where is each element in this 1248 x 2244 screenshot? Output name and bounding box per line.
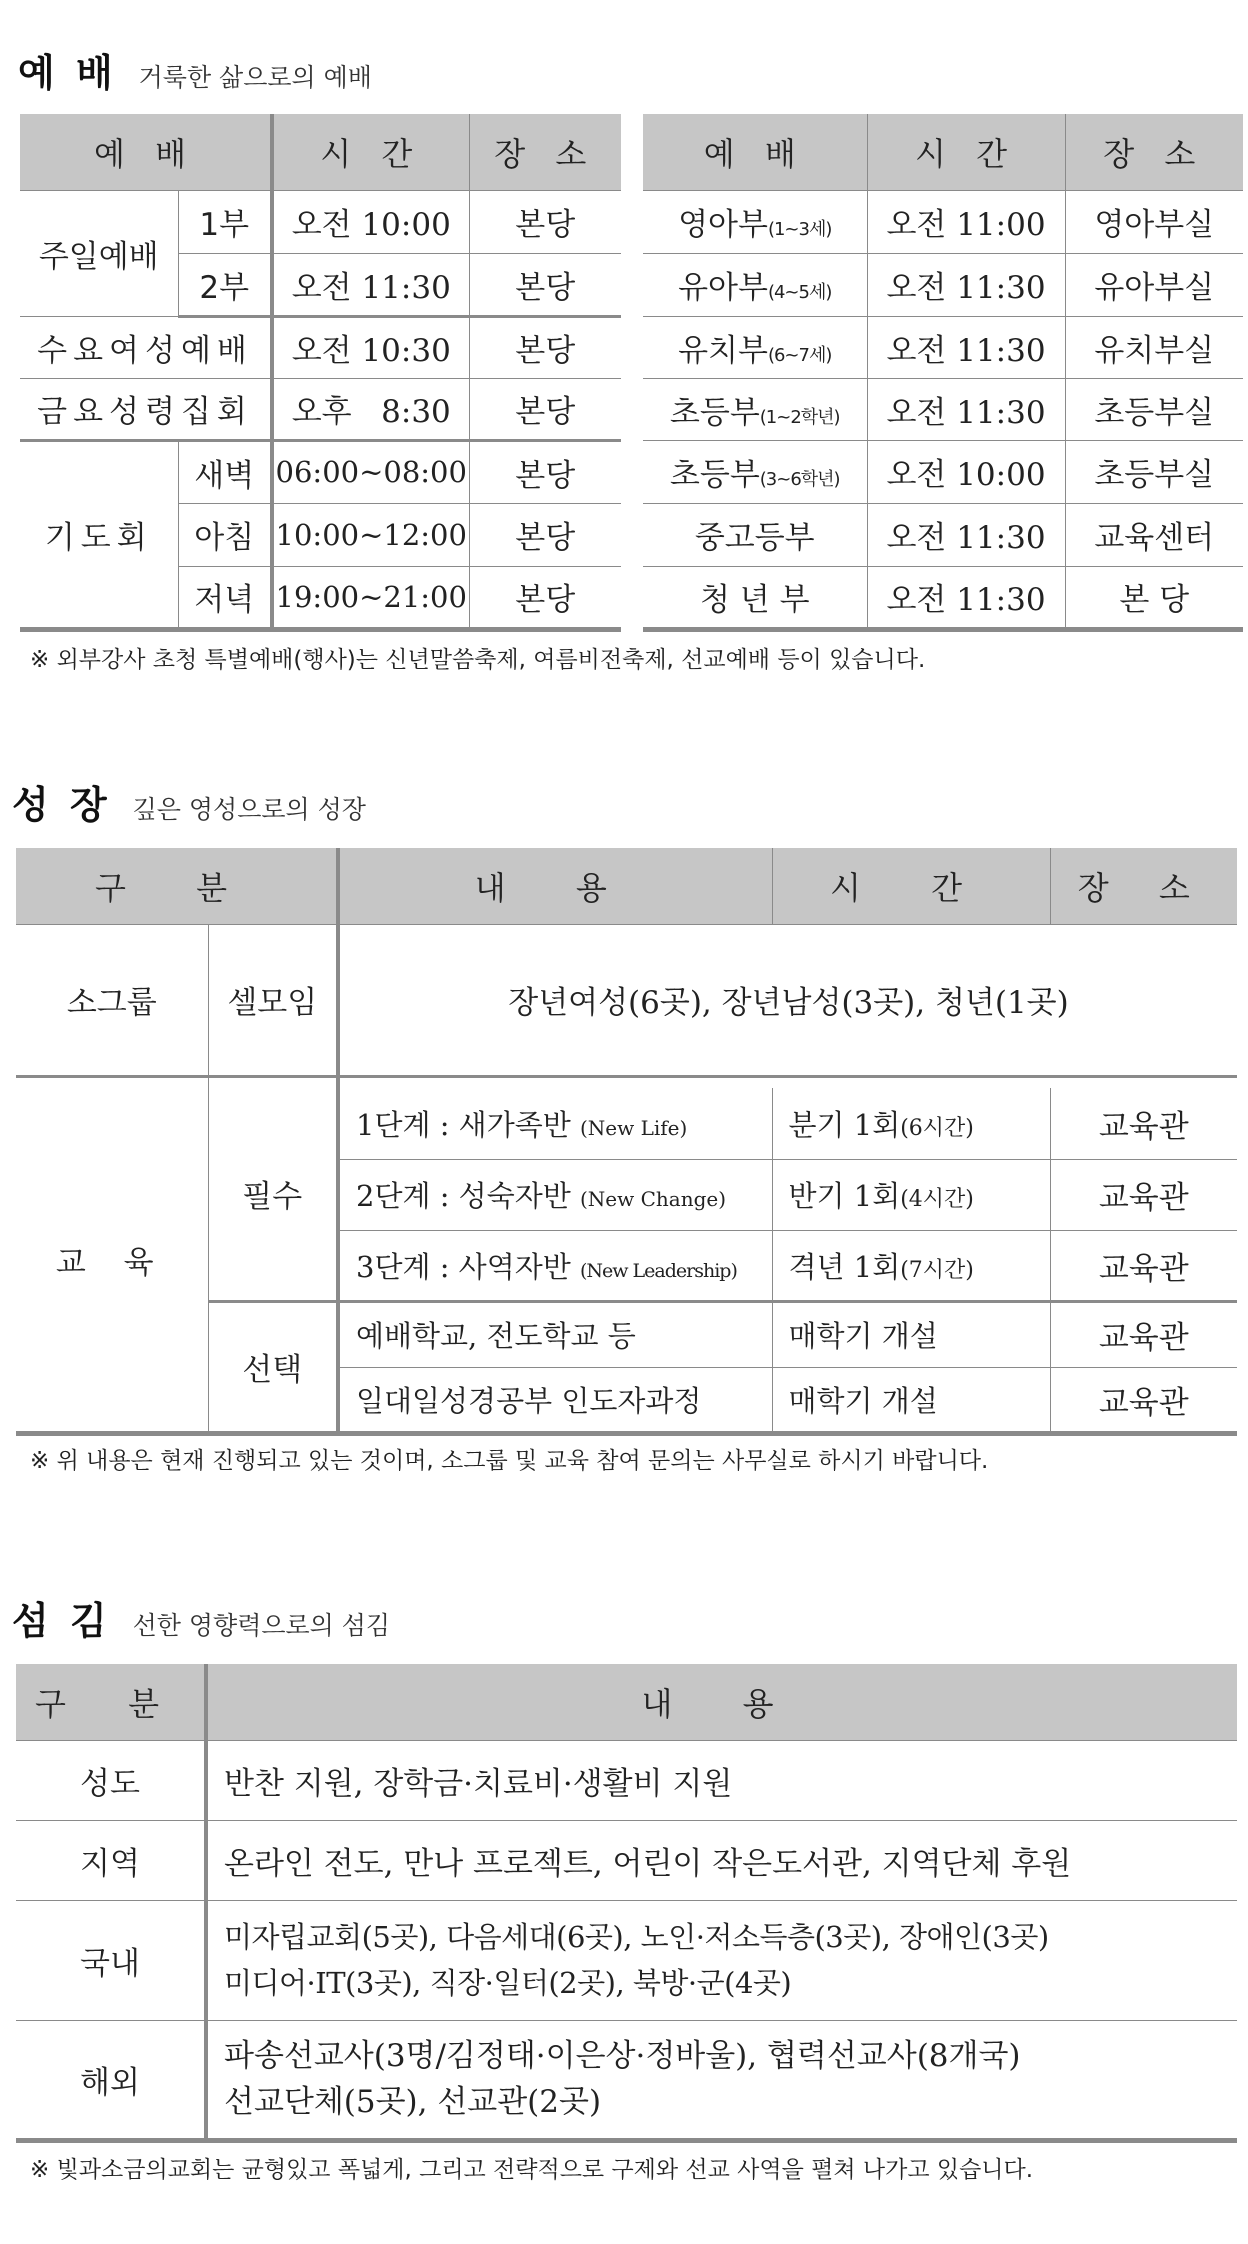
fri-place: 본당 (469, 378, 621, 440)
sunday-worship: 주일예배 (20, 190, 178, 316)
part1-place: 본당 (469, 190, 621, 253)
dept-name: 초등부(3~6학년) (643, 440, 867, 503)
dept-name: 청 년 부 (643, 566, 867, 629)
service-content: 파송선교사(3명/김정태·이은상·정바울), 협력선교사(8개국) 선교단체(5곳), 선교관(2곳) (206, 2020, 1237, 2140)
dept-time: 오전 11:00 (867, 190, 1065, 253)
growth-title: 성 장 (12, 783, 111, 827)
part1-time: 오전 10:00 (272, 190, 469, 253)
cell-label: 셀모임 (208, 924, 338, 1076)
worship-subtitle: 거룩한 삶으로의 예배 (138, 63, 372, 92)
service-category: 국내 (16, 1900, 206, 2020)
part1-label: 1부 (178, 190, 272, 253)
service-category: 해외 (16, 2020, 206, 2140)
dept-place: 유아부실 (1065, 253, 1243, 316)
dept-name: 초등부(1~2학년) (643, 378, 867, 440)
header-worship: 예 배 (20, 114, 272, 190)
course-time: 격년 1회(7시간) (772, 1230, 1050, 1301)
morning-time: 10:00~12:00 (272, 503, 469, 566)
dept-place: 초등부실 (1065, 378, 1243, 440)
cell-content: 장년여성(6곳), 장년남성(3곳), 청년(1곳) (338, 924, 1237, 1076)
growth-subtitle: 깊은 영성으로의 성장 (132, 795, 366, 824)
service-note: ※ 빛과소금의교회는 균형있고 폭넓게, 그리고 전략적으로 구제와 선교 사역을 펼쳐 나가고 있습니다. (30, 2157, 1034, 2183)
header-content: 내 용 (338, 848, 772, 924)
required-label: 필수 (208, 1088, 338, 1301)
growth-table (16, 848, 1237, 1436)
course-content: 2단계 : 성숙자반 (New Change) (338, 1159, 772, 1230)
dept-time: 오전 11:30 (867, 503, 1065, 566)
header-time-right: 시 간 (867, 114, 1065, 190)
header-worship-right: 예 배 (643, 114, 867, 190)
worship-note: ※ 외부강사 초청 특별예배(행사)는 신년말씀축제, 여름비전축제, 선교예배 등이 있습니다. (30, 647, 926, 673)
course-time: 분기 1회(6시간) (772, 1088, 1050, 1159)
evening-label: 저녁 (178, 566, 272, 629)
header-place-right: 장 소 (1065, 114, 1243, 190)
evening-place: 본당 (469, 566, 621, 629)
dept-name: 중고등부 (643, 503, 867, 566)
header-time: 시 간 (272, 114, 469, 190)
header-place: 장 소 (469, 114, 621, 190)
dept-place: 초등부실 (1065, 440, 1243, 503)
dept-time: 오전 11:30 (867, 253, 1065, 316)
service-section-title (12, 1590, 390, 1645)
service-category: 성도 (16, 1740, 206, 1820)
service-subtitle: 선한 영향력으로의 섬김 (132, 1611, 391, 1640)
prayer-meeting: 기도회 (20, 440, 178, 629)
dept-name: 영아부(1~3세) (643, 190, 867, 253)
header-content: 내 용 (206, 1664, 1237, 1740)
course-place: 교육관 (1050, 1230, 1237, 1301)
course-time: 매학기 개설 (772, 1301, 1050, 1367)
course-place: 교육관 (1050, 1367, 1237, 1433)
header-time: 시 간 (772, 848, 1050, 924)
service-category: 지역 (16, 1820, 206, 1900)
part2-time: 오전 11:30 (272, 253, 469, 316)
course-time: 반기 1회(4시간) (772, 1159, 1050, 1230)
dawn-time: 06:00~08:00 (272, 440, 469, 503)
education-label: 교 육 (16, 1088, 208, 1433)
service-content: 온라인 전도, 만나 프로젝트, 어린이 작은도서관, 지역단체 후원 (206, 1820, 1237, 1900)
part2-place: 본당 (469, 253, 621, 316)
dept-place: 본 당 (1065, 566, 1243, 629)
wed-worship: 수요여성예배 (20, 316, 272, 378)
smallgroup-label: 소그룹 (16, 924, 208, 1076)
service-content: 반찬 지원, 장학금·치료비·생활비 지원 (206, 1740, 1237, 1820)
morning-place: 본당 (469, 503, 621, 566)
course-content: 3단계 : 사역자반 (New Leadership) (338, 1230, 772, 1301)
header-category: 구 분 (16, 848, 338, 924)
optional-label: 선택 (208, 1301, 338, 1433)
dept-time: 오전 11:30 (867, 316, 1065, 378)
part2-label: 2부 (178, 253, 272, 316)
service-title: 섬 김 (12, 1599, 111, 1643)
morning-label: 아침 (178, 503, 272, 566)
dept-place: 영아부실 (1065, 190, 1243, 253)
worship-table-right (643, 114, 1243, 632)
service-content: 미자립교회(5곳), 다음세대(6곳), 노인·저소득층(3곳), 장애인(3곳) 미디어·IT(3곳), 직장·일터(2곳), 북방·군(4곳) (206, 1900, 1237, 2020)
dept-place: 교육센터 (1065, 503, 1243, 566)
growth-section-title (12, 774, 366, 829)
dept-name: 유아부(4~5세) (643, 253, 867, 316)
wed-time: 오전 10:30 (272, 316, 469, 378)
course-place: 교육관 (1050, 1159, 1237, 1230)
dawn-place: 본당 (469, 440, 621, 503)
dept-place: 유치부실 (1065, 316, 1243, 378)
worship-table-left (20, 114, 621, 632)
dept-time: 오전 11:30 (867, 566, 1065, 629)
header-place: 장 소 (1050, 848, 1237, 924)
header-category: 구 분 (16, 1664, 206, 1740)
course-time: 매학기 개설 (772, 1367, 1050, 1433)
course-place: 교육관 (1050, 1088, 1237, 1159)
service-table (16, 1664, 1237, 2143)
dept-name: 유치부(6~7세) (643, 316, 867, 378)
evening-time: 19:00~21:00 (272, 566, 469, 629)
course-place: 교육관 (1050, 1301, 1237, 1367)
dept-time: 오전 11:30 (867, 378, 1065, 440)
growth-note: ※ 위 내용은 현재 진행되고 있는 것이며, 소그룹 및 교육 참여 문의는 사무실로 하시기 바랍니다. (30, 1448, 989, 1474)
course-content: 일대일성경공부 인도자과정 (338, 1367, 772, 1433)
fri-worship: 금요성령집회 (20, 378, 272, 440)
fri-time: 오후 8:30 (272, 378, 469, 440)
worship-title: 예 배 (18, 51, 117, 95)
dawn-label: 새벽 (178, 440, 272, 503)
worship-section-title (18, 42, 372, 97)
wed-place: 본당 (469, 316, 621, 378)
course-content: 1단계 : 새가족반 (New Life) (338, 1088, 772, 1159)
dept-time: 오전 10:00 (867, 440, 1065, 503)
course-content: 예배학교, 전도학교 등 (338, 1301, 772, 1367)
